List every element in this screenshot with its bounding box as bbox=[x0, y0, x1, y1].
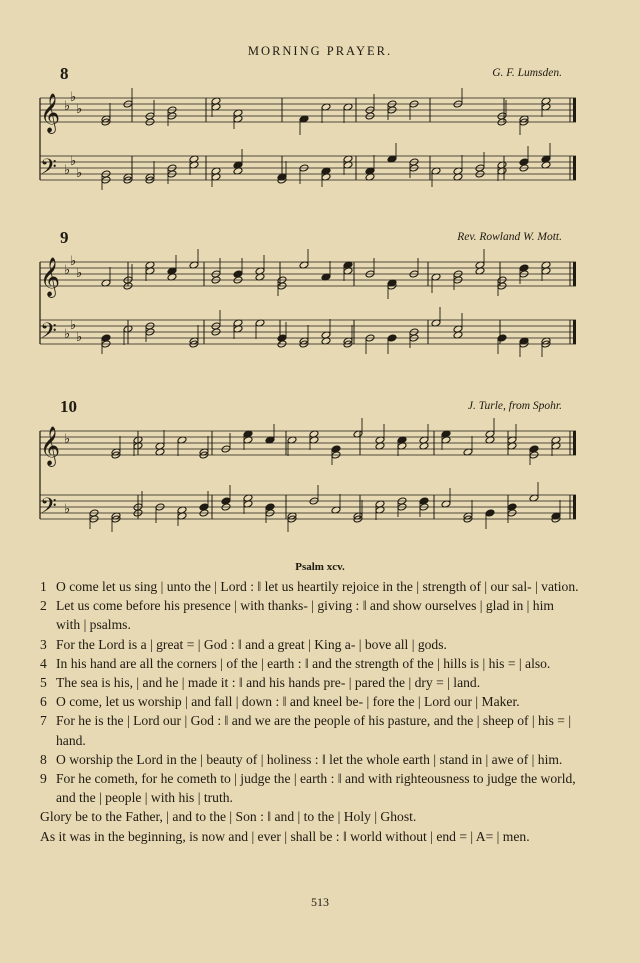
chant-number: 10 bbox=[60, 397, 77, 416]
psalm-verse bbox=[40, 750, 580, 769]
verse-number: 7 bbox=[40, 713, 47, 729]
verse-text: For he cometh, for he cometh to | judge the | earth : ‖ and with righteousness to judge the world, and the | people | with his | truth. bbox=[56, 771, 576, 806]
psalm-verse bbox=[40, 577, 580, 596]
psalm-verse bbox=[40, 711, 580, 749]
verse-number: 2 bbox=[40, 598, 47, 614]
treble-clef-icon: 𝄞 bbox=[40, 257, 61, 297]
psalm-verse bbox=[40, 692, 580, 711]
composer-credit: J. Turle, from Spohr. bbox=[467, 400, 562, 412]
final-bar-line bbox=[573, 431, 576, 455]
verse-text: For he is the | Lord our | God : ‖ and we are the people of his pasture, and the | sheep of | his = | hand. bbox=[56, 713, 572, 748]
composer-credit: Rev. Rowland W. Mott. bbox=[457, 231, 562, 243]
music-score bbox=[34, 248, 580, 358]
flat-icon: ♭ bbox=[76, 102, 83, 117]
flat-icon: ♭ bbox=[64, 432, 71, 447]
gloria-line: Glory be to the Father, | and to the | Son : ‖ and | to the | Holy | Ghost. bbox=[40, 809, 417, 825]
running-head: MORNING PRAYER. bbox=[247, 44, 393, 58]
composer-credit: G. F. Lumsden. bbox=[492, 67, 562, 79]
verse-text: O come, let us worship | and fall | down : ‖ and kneel be- | fore the | Lord our | Maker. bbox=[56, 694, 520, 710]
flat-icon: ♭ bbox=[64, 502, 71, 517]
flat-icon: ♭ bbox=[76, 166, 83, 181]
final-bar-line bbox=[573, 98, 576, 122]
flat-icon: ♭ bbox=[70, 154, 77, 169]
verse-number: 8 bbox=[40, 751, 47, 767]
note-head bbox=[497, 334, 507, 342]
psalm-verse bbox=[40, 673, 580, 692]
verse-number: 5 bbox=[40, 675, 47, 691]
flat-icon: ♭ bbox=[64, 99, 71, 114]
verse-text: Let us come before his presence | with thanks- | giving : ‖ and show ourselves | glad in | him with | psalms. bbox=[56, 598, 554, 633]
music-score bbox=[34, 84, 580, 194]
flat-icon: ♭ bbox=[70, 318, 77, 333]
flat-icon: ♭ bbox=[76, 330, 83, 345]
flat-icon: ♭ bbox=[64, 327, 71, 342]
chant-number: 8 bbox=[60, 64, 69, 83]
verse-number: 3 bbox=[40, 636, 47, 652]
treble-clef-icon: 𝄞 bbox=[40, 426, 61, 466]
verse-number: 1 bbox=[40, 579, 47, 594]
verse-text: In his hand are all the corners | of the | earth : ‖ and the strength of the | hills is | his = | also. bbox=[56, 655, 551, 671]
gloria-line: As it was in the beginning, is now and | ever | shall be : ‖ world without | end = | A= | men. bbox=[40, 828, 530, 844]
verse-text: O worship the Lord in the | beauty of | holiness : ‖ let the whole earth | stand in | awe of | him. bbox=[56, 751, 563, 767]
psalm-verse bbox=[40, 635, 580, 654]
final-bar-line bbox=[573, 156, 576, 180]
flat-icon: ♭ bbox=[76, 266, 83, 281]
verse-text: For the Lord is a | great = | God : ‖ and a great | King a- | bove all | gods. bbox=[56, 636, 447, 652]
note-head bbox=[387, 334, 397, 342]
final-bar-line bbox=[573, 320, 576, 344]
bass-clef-icon: 𝄢 bbox=[40, 319, 57, 349]
final-bar-line bbox=[573, 495, 576, 519]
psalm-verse bbox=[40, 596, 580, 634]
psalm-verse bbox=[40, 769, 580, 807]
verse-number: 4 bbox=[40, 655, 47, 671]
flat-icon: ♭ bbox=[64, 163, 71, 178]
verse-number: 6 bbox=[40, 694, 47, 710]
psalm-verse bbox=[40, 654, 580, 673]
verse-text: The sea is his, | and he | made it : ‖ and his hands pre- | pared the | dry = | land. bbox=[56, 675, 481, 691]
music-score bbox=[34, 417, 580, 547]
psalm-title: Psalm xcv. bbox=[295, 561, 345, 573]
bass-clef-icon: 𝄢 bbox=[40, 494, 57, 524]
final-bar-line bbox=[573, 262, 576, 286]
note-head bbox=[485, 509, 495, 517]
treble-clef-icon: 𝄞 bbox=[40, 93, 61, 133]
flat-icon: ♭ bbox=[70, 90, 77, 105]
bass-clef-icon: 𝄢 bbox=[40, 155, 57, 185]
chant-number: 9 bbox=[60, 228, 69, 247]
flat-icon: ♭ bbox=[70, 254, 77, 269]
verse-number: 9 bbox=[40, 771, 47, 787]
verse-text: O come let us sing | unto the | Lord : ‖ let us heartily rejoice in the | strength of | our sal- | vation. bbox=[56, 579, 579, 594]
psalm-text bbox=[40, 577, 580, 846]
flat-icon: ♭ bbox=[64, 263, 71, 278]
page-number: 513 bbox=[311, 895, 329, 909]
